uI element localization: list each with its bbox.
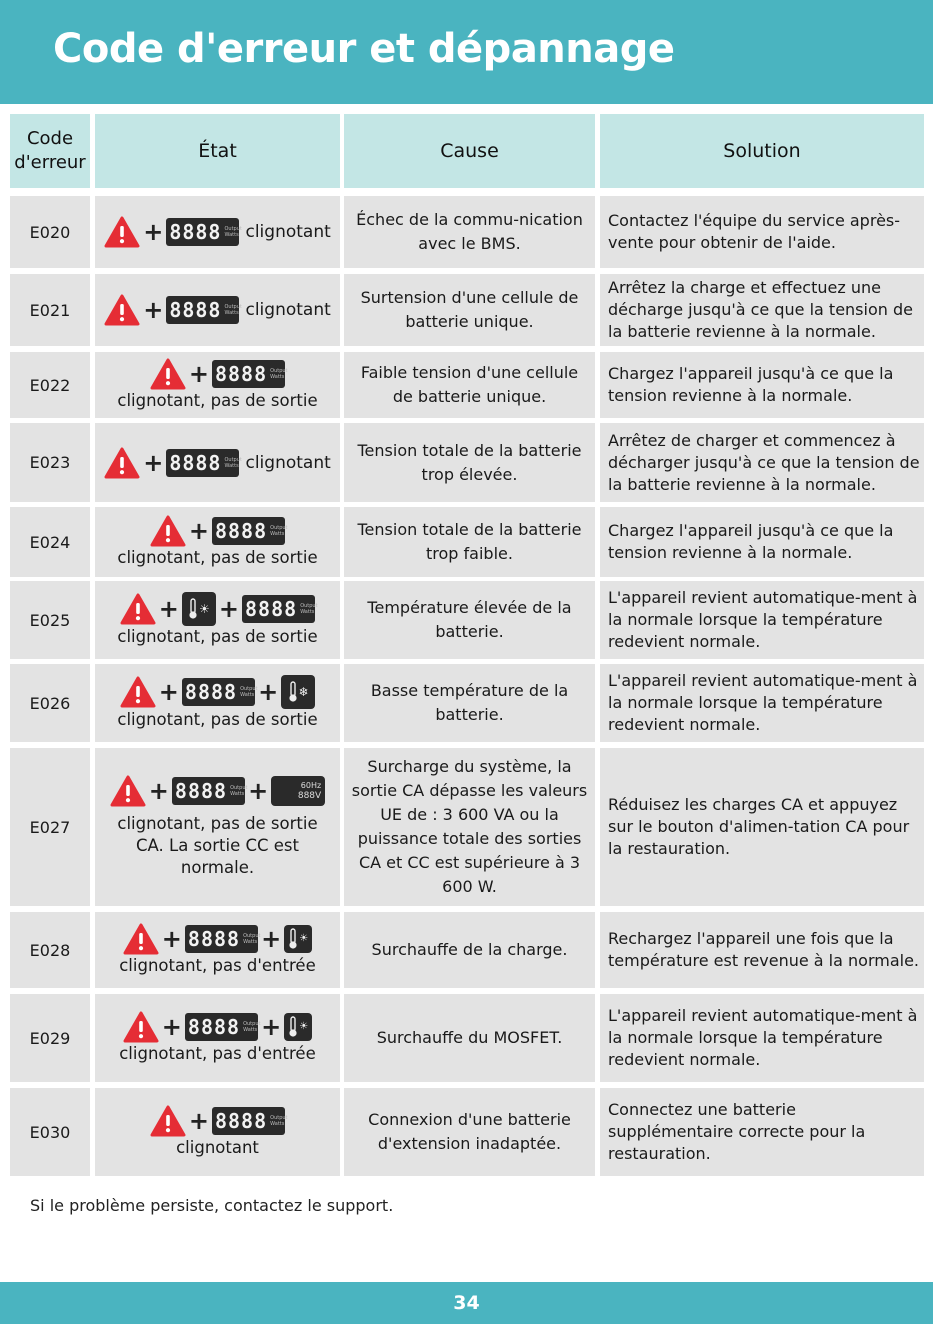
plus-sign: + bbox=[161, 925, 182, 953]
watt-display-icon bbox=[185, 1013, 261, 1041]
display-unit-watts: Watts bbox=[240, 692, 255, 698]
display-unit-watts: Watts bbox=[243, 939, 258, 945]
solution-cell bbox=[600, 912, 924, 988]
status-text: clignotant bbox=[245, 222, 331, 242]
high-temperature-icon: ☀ bbox=[182, 592, 216, 626]
table-row bbox=[0, 994, 933, 1082]
plus-sign: + bbox=[158, 595, 179, 623]
page-header bbox=[0, 0, 933, 104]
display-unit-watts: Watts bbox=[230, 791, 245, 797]
warning-triangle-icon bbox=[150, 1105, 186, 1137]
status-cell bbox=[95, 1088, 340, 1176]
table-row bbox=[0, 748, 933, 906]
table-row bbox=[0, 912, 933, 988]
support-note: Si le problème persiste, contactez le support. bbox=[30, 1196, 394, 1215]
solution-text: Réduisez les charges CA et appuyez sur le bouton d'alimen-tation CA pour la restauration. bbox=[608, 795, 910, 858]
header-etat: État bbox=[95, 114, 340, 188]
cause-cell: Surchauffe du MOSFET. bbox=[344, 994, 595, 1082]
ac-volts: 888V bbox=[297, 790, 322, 801]
error-code: E020 bbox=[10, 196, 90, 268]
solution-text: Connectez une batterie supplémentaire correcte pour la restauration. bbox=[608, 1100, 866, 1163]
solution-cell bbox=[600, 748, 924, 906]
solution-text: L'appareil revient automatique-ment à la normale lorsque la température redevient normale. bbox=[608, 1006, 918, 1069]
watt-display-icon bbox=[172, 777, 248, 805]
status-cell bbox=[95, 664, 340, 742]
status-text: clignotant, pas d'entrée bbox=[119, 1044, 316, 1063]
solution-text: Chargez l'appareil jusqu'à ce que la tension revienne à la normale. bbox=[608, 364, 894, 405]
display-unit-output: Output bbox=[230, 785, 248, 791]
plus-sign: + bbox=[161, 1013, 182, 1041]
cause-cell: Faible tension d'une cellule de batterie unique. bbox=[344, 352, 595, 418]
status-text: clignotant bbox=[245, 300, 331, 320]
solution-cell bbox=[600, 581, 924, 659]
status-icons bbox=[150, 358, 288, 390]
status-text: clignotant, pas d'entrée bbox=[119, 956, 316, 975]
error-code: E028 bbox=[10, 912, 90, 988]
watt-display-icon bbox=[166, 296, 242, 324]
plus-sign: + bbox=[188, 360, 209, 388]
display-digits: 8888 bbox=[169, 298, 222, 322]
display-digits: 8888 bbox=[184, 680, 238, 704]
ac-hz: 60Hz bbox=[300, 780, 322, 790]
status-icons bbox=[110, 775, 325, 807]
page-number: 34 bbox=[453, 1292, 480, 1314]
solution-text: L'appareil revient automatique-ment à la normale lorsque la température redevient normale. bbox=[608, 671, 918, 734]
status-cell bbox=[95, 196, 340, 268]
display-unit-watts: Watts bbox=[243, 1027, 258, 1033]
status-cell bbox=[95, 352, 340, 418]
solution-text: Arrêtez de charger et commencez à décharger jusqu'à ce que la tension de la batterie revienne à la normale. bbox=[608, 430, 920, 494]
cause-cell: Surcharge du système, la sortie CA dépasse les valeurs UE de : 3 600 VA ou la puissance totale des sorties CA et CC est supérieure à 3 600 W. bbox=[344, 748, 595, 906]
page-title: Code d'erreur et dépannage bbox=[53, 26, 675, 72]
display-unit-output: Output bbox=[270, 368, 288, 374]
plus-sign: + bbox=[258, 678, 279, 706]
display-unit-watts: Watts bbox=[224, 462, 239, 469]
status-text: clignotant bbox=[245, 452, 331, 473]
status-icons bbox=[104, 216, 331, 248]
status-cell bbox=[95, 507, 340, 577]
plus-sign: + bbox=[248, 777, 269, 805]
display-unit-output: Output bbox=[224, 304, 242, 310]
plus-sign: + bbox=[158, 678, 179, 706]
warning-triangle-icon bbox=[123, 923, 159, 955]
display-unit-watts: Watts bbox=[270, 1121, 285, 1127]
cause-cell: Connexion d'une batterie d'extension inadaptée. bbox=[344, 1088, 595, 1176]
display-unit-output: Output bbox=[243, 933, 261, 939]
watt-display-icon bbox=[212, 360, 288, 388]
warning-triangle-icon bbox=[150, 515, 186, 547]
error-code: E023 bbox=[10, 423, 90, 502]
plus-sign: + bbox=[143, 218, 164, 246]
status-icons bbox=[123, 1011, 312, 1043]
table-row bbox=[0, 1088, 933, 1176]
table-row bbox=[0, 664, 933, 742]
warning-triangle-icon bbox=[104, 216, 140, 248]
status-text: clignotant, pas de sortie bbox=[117, 548, 318, 567]
solution-cell bbox=[600, 352, 924, 418]
display-unit-watts: Watts bbox=[270, 531, 285, 537]
plus-sign: + bbox=[188, 1107, 209, 1135]
status-cell bbox=[95, 912, 340, 988]
solution-text: Rechargez l'appareil une fois que la température est revenue à la normale. bbox=[608, 929, 920, 970]
error-code: E029 bbox=[10, 994, 90, 1082]
solution-cell bbox=[600, 664, 924, 742]
watt-display-icon bbox=[242, 595, 318, 623]
status-text: clignotant bbox=[176, 1138, 259, 1157]
page-footer bbox=[0, 1282, 933, 1324]
status-text: clignotant, pas de sortie bbox=[117, 710, 318, 729]
cause-cell: Température élevée de la batterie. bbox=[344, 581, 595, 659]
status-cell bbox=[95, 423, 340, 502]
cause-cell: Tension totale de la batterie trop faible. bbox=[344, 507, 595, 577]
display-digits: 8888 bbox=[169, 220, 222, 244]
plus-sign: + bbox=[218, 595, 240, 623]
warning-triangle-icon bbox=[104, 294, 140, 326]
watt-display-icon bbox=[182, 678, 258, 706]
cause-cell: Surtension d'une cellule de batterie unique. bbox=[344, 274, 595, 346]
solution-cell bbox=[600, 507, 924, 577]
status-icons bbox=[123, 923, 312, 955]
table-row bbox=[0, 274, 933, 346]
status-text: clignotant, pas de sortie bbox=[117, 627, 318, 646]
solution-text: L'appareil revient automatique-ment à la normale lorsque la température redevient normale. bbox=[608, 588, 918, 651]
display-digits: 8888 bbox=[214, 519, 268, 543]
display-unit-watts: Watts bbox=[270, 374, 285, 380]
plus-sign: + bbox=[148, 777, 169, 805]
status-text: clignotant, pas de sortie bbox=[117, 391, 318, 410]
status-cell bbox=[95, 994, 340, 1082]
status-icons bbox=[120, 675, 315, 709]
plus-sign: + bbox=[261, 925, 282, 953]
solution-cell bbox=[600, 423, 924, 502]
table-row bbox=[0, 581, 933, 659]
ac-output-display-icon bbox=[271, 776, 325, 806]
display-digits: 8888 bbox=[174, 779, 228, 803]
high-temperature-icon: ☀ bbox=[284, 1013, 312, 1041]
status-icons bbox=[120, 592, 318, 626]
display-digits: 8888 bbox=[187, 1015, 241, 1039]
cause-cell: Basse température de la batterie. bbox=[344, 664, 595, 742]
status-cell bbox=[95, 274, 340, 346]
watt-display-icon bbox=[212, 517, 288, 545]
display-unit-output: Output bbox=[270, 525, 288, 531]
display-unit-output: Output bbox=[224, 456, 242, 463]
display-digits: 8888 bbox=[214, 1109, 268, 1133]
watt-display-icon bbox=[212, 1107, 288, 1135]
high-temperature-icon: ☀ bbox=[284, 925, 312, 953]
cause-cell: Tension totale de la batterie trop élevée. bbox=[344, 423, 595, 502]
header-cause: Cause bbox=[344, 114, 595, 188]
display-unit-watts: Watts bbox=[300, 609, 315, 615]
low-temperature-icon: ❄ bbox=[281, 675, 315, 709]
status-icons bbox=[104, 294, 331, 326]
error-code: E025 bbox=[10, 581, 90, 659]
error-code: E026 bbox=[10, 664, 90, 742]
cause-cell: Surchauffe de la charge. bbox=[344, 912, 595, 988]
error-code: E021 bbox=[10, 274, 90, 346]
plus-sign: + bbox=[143, 296, 164, 324]
display-unit-output: Output bbox=[224, 226, 242, 232]
display-digits: 8888 bbox=[187, 927, 241, 951]
watt-display-icon bbox=[166, 449, 242, 477]
display-unit-output: Output bbox=[243, 1021, 261, 1027]
status-icons bbox=[150, 515, 288, 547]
solution-cell bbox=[600, 994, 924, 1082]
display-digits: 8888 bbox=[245, 597, 298, 621]
table-row bbox=[0, 423, 933, 502]
solution-text: Chargez l'appareil jusqu'à ce que la tension revienne à la normale. bbox=[608, 521, 894, 562]
display-unit-watts: Watts bbox=[224, 232, 239, 238]
display-unit-watts: Watts bbox=[224, 310, 239, 316]
display-unit-output: Output bbox=[300, 603, 318, 609]
status-icons bbox=[104, 447, 331, 479]
error-code: E030 bbox=[10, 1088, 90, 1176]
status-text: clignotant, pas de sortie CA. La sortie CC est normale. bbox=[117, 814, 318, 877]
solution-cell bbox=[600, 196, 924, 268]
solution-text: Contactez l'équipe du service après-vente pour obtenir de l'aide. bbox=[608, 211, 901, 252]
table-row bbox=[0, 507, 933, 577]
warning-triangle-icon bbox=[120, 593, 156, 625]
header-code: Code d'erreur bbox=[10, 114, 90, 188]
status-cell bbox=[95, 748, 340, 906]
error-code: E027 bbox=[10, 748, 90, 906]
plus-sign: + bbox=[261, 1013, 282, 1041]
plus-sign: + bbox=[143, 448, 164, 477]
watt-display-icon bbox=[185, 925, 261, 953]
header-solution: Solution bbox=[600, 114, 924, 188]
plus-sign: + bbox=[188, 517, 209, 545]
warning-triangle-icon bbox=[123, 1011, 159, 1043]
warning-triangle-icon bbox=[150, 358, 186, 390]
error-code: E024 bbox=[10, 507, 90, 577]
warning-triangle-icon bbox=[120, 676, 156, 708]
solution-text: Arrêtez la charge et effectuez une décharge jusqu'à ce que la tension de la batterie revienne à la normale. bbox=[608, 278, 913, 341]
watt-display-icon bbox=[166, 218, 242, 246]
table-row bbox=[0, 352, 933, 418]
warning-triangle-icon bbox=[104, 447, 140, 479]
display-digits: 8888 bbox=[214, 362, 268, 386]
warning-triangle-icon bbox=[110, 775, 146, 807]
display-unit-output: Output bbox=[240, 686, 258, 692]
display-unit-output: Output bbox=[270, 1115, 288, 1121]
cause-cell: Échec de la commu-nication avec le BMS. bbox=[344, 196, 595, 268]
solution-cell bbox=[600, 274, 924, 346]
error-code: E022 bbox=[10, 352, 90, 418]
status-icons bbox=[150, 1105, 288, 1137]
display-digits: 8888 bbox=[169, 450, 222, 475]
status-cell bbox=[95, 581, 340, 659]
table-row bbox=[0, 196, 933, 268]
solution-cell bbox=[600, 1088, 924, 1176]
